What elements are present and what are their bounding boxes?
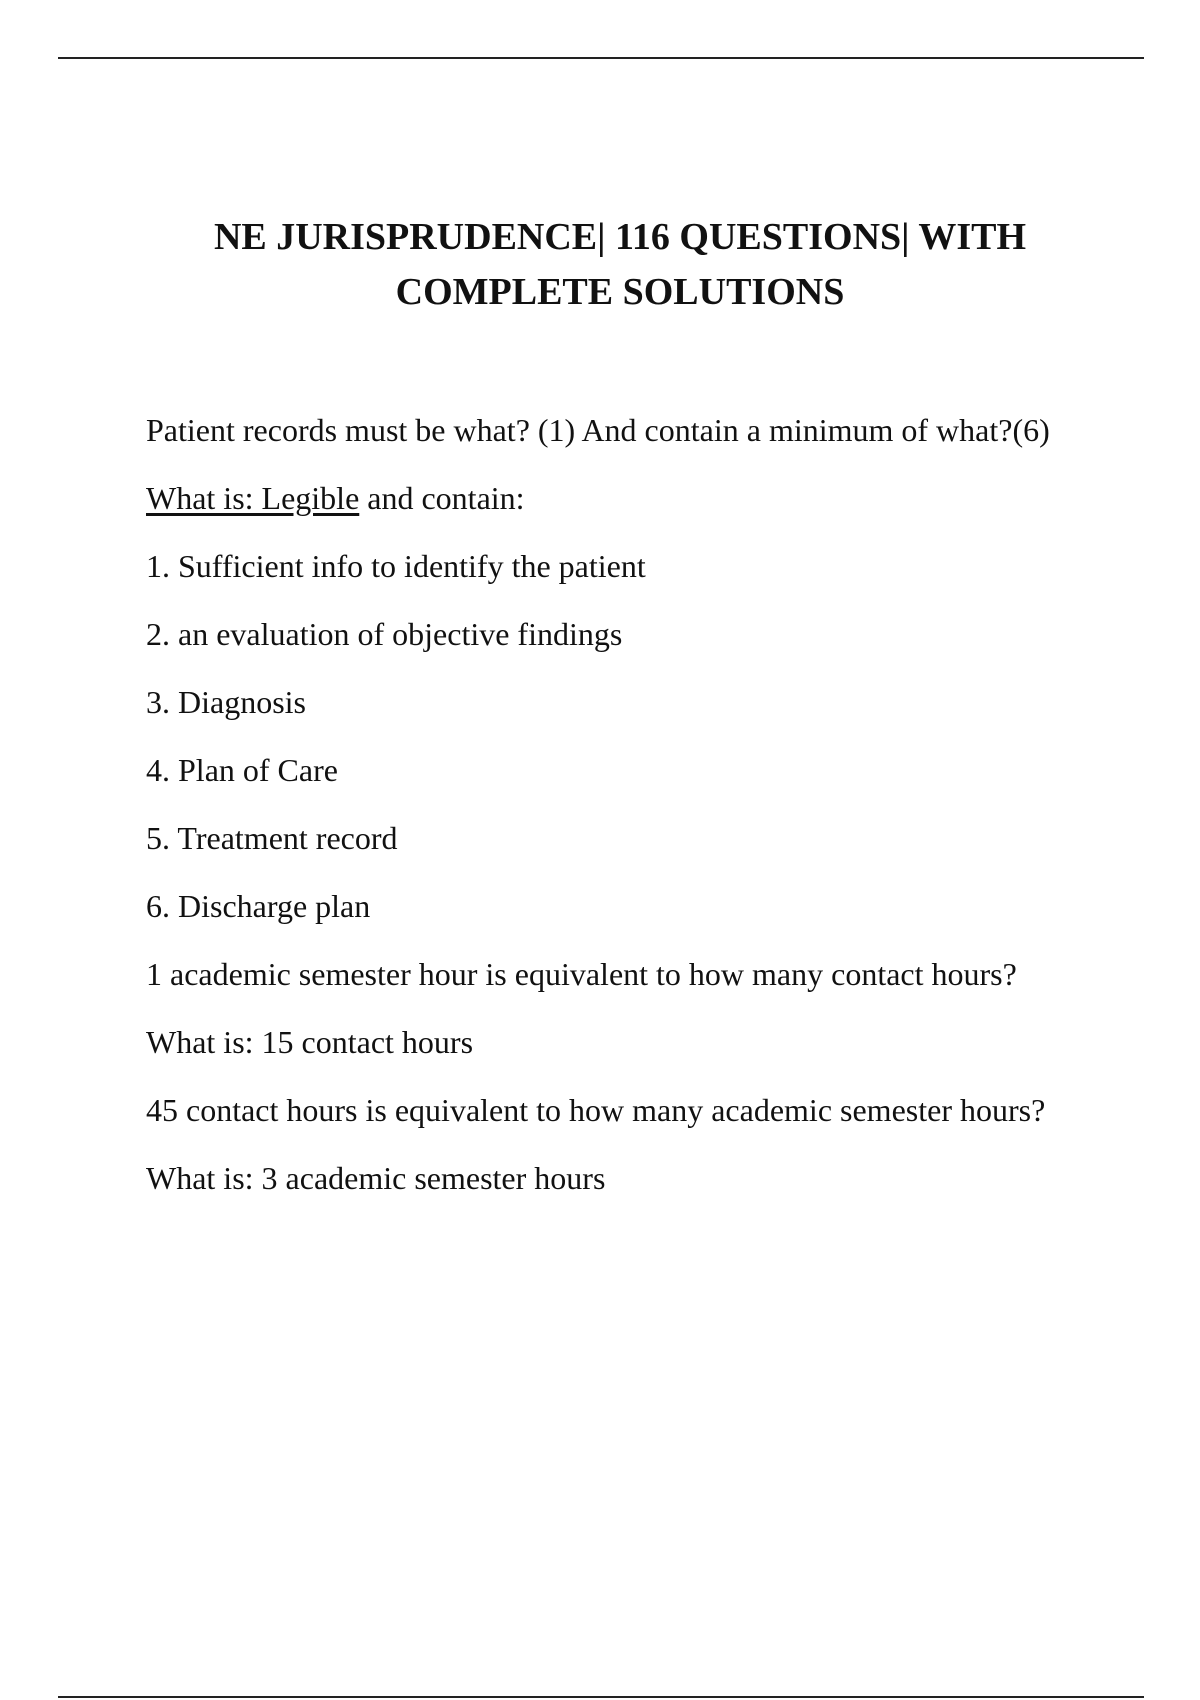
header-rule <box>58 57 1144 59</box>
answer-underlined-text: What is: Legible <box>146 480 360 516</box>
question-text: 1 academic semester hour is equivalent to how many contact hours? <box>146 956 1017 992</box>
answer-text: What is: 15 contact hours <box>146 1024 474 1060</box>
answer-text <box>146 474 1086 522</box>
answer-rest-text: and contain: <box>359 480 525 516</box>
list-item: 5. Treatment record <box>146 820 398 856</box>
question-text: Patient records must be what? (1) And contain a minimum of what?(6) <box>146 412 1050 448</box>
page-title: NE JURISPRUDENCE| 116 QUESTIONS| WITH COMPLETE SOLUTIONS <box>213 216 1027 313</box>
list-item: 6. Discharge plan <box>146 888 371 924</box>
question-text: 45 contact hours is equivalent to how many academic semester hours? <box>146 1092 1046 1128</box>
list-item: 4. Plan of Care <box>146 752 338 788</box>
list-item: 2. an evaluation of objective findings <box>146 616 623 652</box>
footer-rule <box>58 1696 1144 1698</box>
answer-text: What is: 3 academic semester hours <box>146 1160 606 1196</box>
list-item: 1. Sufficient info to identify the patient <box>146 548 646 584</box>
document-body <box>146 406 1086 1222</box>
list-item: 3. Diagnosis <box>146 684 306 720</box>
